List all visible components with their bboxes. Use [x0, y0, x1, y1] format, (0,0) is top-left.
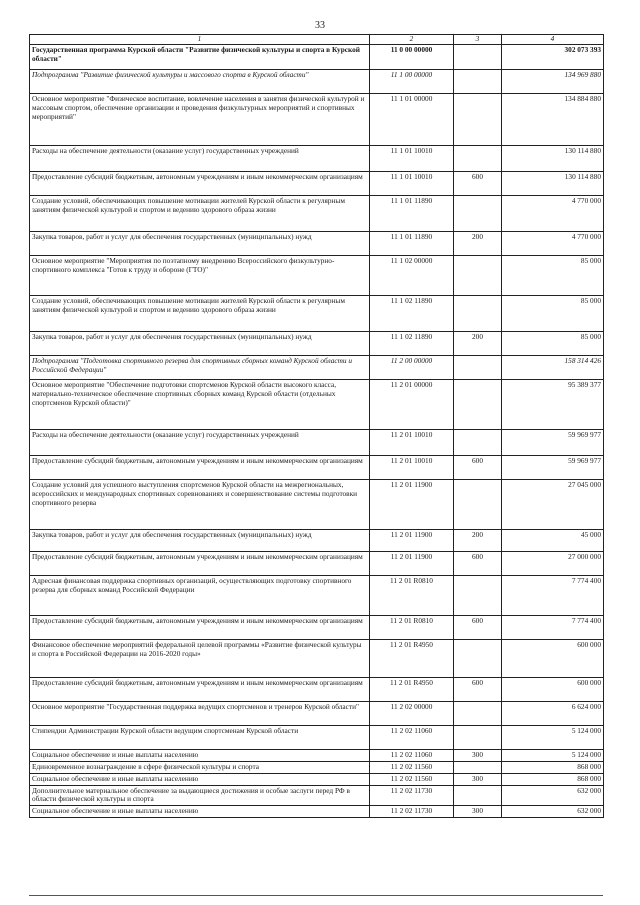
table-row	[30, 379, 604, 429]
cell-expense-type	[454, 701, 502, 725]
cell-expense-type	[454, 575, 502, 615]
table-row	[30, 749, 604, 761]
cell-name: Подпрограмма "Развитие физической культуры и массового спорта в Курской области"	[30, 69, 370, 93]
cell-amount: 59 969 977	[502, 429, 604, 455]
table-row	[30, 677, 604, 701]
cell-name: Государственная программа Курской области "Развитие физической культуры и спорта в Курской области"	[30, 44, 370, 69]
cell-amount: 59 969 977	[502, 455, 604, 479]
cell-name: Предоставление субсидий бюджетным, автономным учреждениям и иным некоммерческим организациям	[30, 551, 370, 575]
cell-name: Социальное обеспечение и иные выплаты населению	[30, 749, 370, 761]
table-row	[30, 231, 604, 255]
header-col-amount: 4	[502, 35, 604, 45]
cell-target-code: 11 2 01 R4950	[370, 677, 454, 701]
cell-expense-type	[454, 93, 502, 145]
cell-amount: 302 073 393	[502, 44, 604, 69]
cell-name: Основное мероприятие "Мероприятия по поэтапному внедрению Всероссийского физкультурно-спортивного комплекса "Готов к труду и обороне (ГТО)"	[30, 255, 370, 295]
table-body	[30, 44, 604, 817]
cell-target-code: 11 2 02 11730	[370, 785, 454, 806]
cell-target-code: 11 2 01 11900	[370, 479, 454, 529]
cell-name: Закупка товаров, работ и услуг для обеспечения государственных (муниципальных) нужд	[30, 331, 370, 355]
cell-amount: 600 000	[502, 677, 604, 701]
cell-target-code: 11 1 00 00000	[370, 69, 454, 93]
cell-target-code: 11 2 02 11730	[370, 806, 454, 818]
cell-target-code: 11 2 01 R0810	[370, 615, 454, 639]
cell-expense-type	[454, 195, 502, 231]
cell-target-code: 11 1 01 11890	[370, 195, 454, 231]
cell-amount: 868 000	[502, 761, 604, 773]
cell-expense-type	[454, 145, 502, 171]
cell-target-code: 11 1 02 11890	[370, 331, 454, 355]
cell-amount: 130 114 880	[502, 171, 604, 195]
table-row	[30, 145, 604, 171]
table-row	[30, 171, 604, 195]
cell-name: Расходы на обеспечение деятельности (оказание услуг) государственных учреждений	[30, 145, 370, 171]
cell-expense-type	[454, 379, 502, 429]
cell-name: Создание условий для успешного выступления спортсменов Курской области на межрегиональных, всероссийских и международных спортивных соревнованиях и совершенствование системы подготовки спортивного резерва	[30, 479, 370, 529]
table-row	[30, 529, 604, 551]
table-row	[30, 575, 604, 615]
table-row	[30, 69, 604, 93]
cell-name: Социальное обеспечение и иные выплаты населению	[30, 773, 370, 785]
cell-target-code: 11 2 01 00000	[370, 379, 454, 429]
table-row	[30, 615, 604, 639]
cell-amount: 85 000	[502, 331, 604, 355]
cell-target-code: 11 1 02 00000	[370, 255, 454, 295]
cell-expense-type: 200	[454, 529, 502, 551]
cell-expense-type	[454, 479, 502, 529]
cell-name: Единовременное вознаграждение в сфере физической культуры и спорта	[30, 761, 370, 773]
cell-amount: 632 000	[502, 785, 604, 806]
cell-name: Создание условий, обеспечивающих повышение мотивации жителей Курской области к регулярным занятиям физической культурой и спортом и ведению здорового образа жизни	[30, 295, 370, 331]
cell-amount: 7 774 400	[502, 615, 604, 639]
cell-expense-type	[454, 69, 502, 93]
cell-amount: 85 000	[502, 295, 604, 331]
cell-name: Предоставление субсидий бюджетным, автономным учреждениям и иным некоммерческим организациям	[30, 171, 370, 195]
cell-target-code: 11 2 01 10010	[370, 429, 454, 455]
cell-amount: 6 624 000	[502, 701, 604, 725]
cell-amount: 600 000	[502, 639, 604, 677]
cell-expense-type: 600	[454, 171, 502, 195]
table-row	[30, 93, 604, 145]
cell-name: Предоставление субсидий бюджетным, автономным учреждениям и иным некоммерческим организациям	[30, 615, 370, 639]
table-row	[30, 725, 604, 749]
cell-name: Дополнительное материальное обеспечение за выдающиеся достижения и особые заслуги перед РФ в области физической культуры и спорта	[30, 785, 370, 806]
cell-target-code: 11 2 02 00000	[370, 701, 454, 725]
cell-expense-type: 300	[454, 806, 502, 818]
cell-name: Основное мероприятие "Физическое воспитание, вовлечение населения в занятия физической культурой и массовым спортом, обеспечение организации и проведения физкультурных мероприятий и спортивных мероприятий"	[30, 93, 370, 145]
cell-expense-type	[454, 355, 502, 379]
cell-target-code: 11 1 01 10010	[370, 145, 454, 171]
cell-expense-type: 200	[454, 331, 502, 355]
table-row	[30, 479, 604, 529]
cell-amount: 5 124 000	[502, 725, 604, 749]
cell-name: Финансовое обеспечение мероприятий федеральной целевой программы «Развитие физической культуры и спорта в Российской Федерации на 2016-2020 годы»	[30, 639, 370, 677]
cell-name: Стипендии Администрации Курской области ведущим спортсменам Курской области	[30, 725, 370, 749]
cell-expense-type	[454, 761, 502, 773]
table-row	[30, 785, 604, 806]
cell-expense-type	[454, 295, 502, 331]
cell-name: Предоставление субсидий бюджетным, автономным учреждениям и иным некоммерческим организациям	[30, 455, 370, 479]
cell-expense-type: 600	[454, 551, 502, 575]
bottom-divider	[29, 895, 603, 896]
cell-target-code: 11 0 00 00000	[370, 44, 454, 69]
cell-amount: 632 000	[502, 806, 604, 818]
cell-target-code: 11 2 02 11560	[370, 761, 454, 773]
table-row	[30, 295, 604, 331]
table-row	[30, 455, 604, 479]
cell-expense-type: 300	[454, 749, 502, 761]
cell-amount: 5 124 000	[502, 749, 604, 761]
cell-target-code: 11 2 02 11060	[370, 725, 454, 749]
cell-target-code: 11 2 00 00000	[370, 355, 454, 379]
table-row	[30, 255, 604, 295]
page-number: 33	[315, 20, 325, 31]
table-header-row	[30, 35, 604, 45]
table-row	[30, 195, 604, 231]
cell-amount: 27 000 000	[502, 551, 604, 575]
cell-expense-type: 200	[454, 231, 502, 255]
cell-name: Предоставление субсидий бюджетным, автономным учреждениям и иным некоммерческим организациям	[30, 677, 370, 701]
cell-expense-type	[454, 725, 502, 749]
cell-name: Основное мероприятие "Государственная поддержка ведущих спортсменов и тренеров Курской области"	[30, 701, 370, 725]
cell-amount: 85 000	[502, 255, 604, 295]
cell-target-code: 11 2 01 10010	[370, 455, 454, 479]
table-row	[30, 806, 604, 818]
cell-amount: 7 774 400	[502, 575, 604, 615]
cell-amount: 4 770 000	[502, 231, 604, 255]
cell-name: Основное мероприятие "Обеспечение подготовки спортсменов Курской области высокого класса, материально-техническое обеспечение спортивных сборных команд Курской области (отдельных спортсменов Курской области)"	[30, 379, 370, 429]
cell-expense-type	[454, 44, 502, 69]
cell-expense-type: 600	[454, 455, 502, 479]
table-row	[30, 551, 604, 575]
cell-expense-type: 300	[454, 773, 502, 785]
cell-amount: 134 884 880	[502, 93, 604, 145]
cell-amount: 95 389 377	[502, 379, 604, 429]
cell-amount: 158 314 426	[502, 355, 604, 379]
cell-target-code: 11 2 02 11560	[370, 773, 454, 785]
cell-target-code: 11 2 01 R0810	[370, 575, 454, 615]
cell-name: Подпрограмма "Подготовка спортивного резерва для спортивных сборных команд Курской области и Российской Федерации"	[30, 355, 370, 379]
table-row	[30, 355, 604, 379]
cell-name: Расходы на обеспечение деятельности (оказание услуг) государственных учреждений	[30, 429, 370, 455]
cell-amount: 4 770 000	[502, 195, 604, 231]
budget-table	[29, 34, 604, 818]
cell-expense-type: 600	[454, 615, 502, 639]
cell-target-code: 11 2 02 11060	[370, 749, 454, 761]
cell-target-code: 11 1 01 11890	[370, 231, 454, 255]
cell-expense-type	[454, 255, 502, 295]
header-col-type: 3	[454, 35, 502, 45]
cell-name: Закупка товаров, работ и услуг для обеспечения государственных (муниципальных) нужд	[30, 231, 370, 255]
cell-expense-type	[454, 785, 502, 806]
table-row	[30, 701, 604, 725]
table-row	[30, 44, 604, 69]
cell-expense-type	[454, 429, 502, 455]
cell-amount: 45 000	[502, 529, 604, 551]
cell-target-code: 11 1 01 00000	[370, 93, 454, 145]
cell-name: Закупка товаров, работ и услуг для обеспечения государственных (муниципальных) нужд	[30, 529, 370, 551]
cell-target-code: 11 1 01 10010	[370, 171, 454, 195]
cell-amount: 134 969 880	[502, 69, 604, 93]
cell-target-code: 11 2 01 11900	[370, 551, 454, 575]
table-row	[30, 331, 604, 355]
header-col-name: 1	[30, 35, 370, 45]
cell-amount: 130 114 880	[502, 145, 604, 171]
cell-target-code: 11 2 01 11900	[370, 529, 454, 551]
table-row	[30, 429, 604, 455]
header-col-code: 2	[370, 35, 454, 45]
cell-target-code: 11 2 01 R4950	[370, 639, 454, 677]
cell-amount: 868 000	[502, 773, 604, 785]
table-row	[30, 639, 604, 677]
cell-name: Создание условий, обеспечивающих повышение мотивации жителей Курской области к регулярным занятиям физической культурой и спортом и ведению здорового образа жизни	[30, 195, 370, 231]
cell-expense-type: 600	[454, 677, 502, 701]
cell-expense-type	[454, 639, 502, 677]
cell-target-code: 11 1 02 11890	[370, 295, 454, 331]
cell-name: Социальное обеспечение и иные выплаты населению	[30, 806, 370, 818]
cell-amount: 27 045 000	[502, 479, 604, 529]
table-row	[30, 773, 604, 785]
cell-name: Адресная финансовая поддержка спортивных организаций, осуществляющих подготовку спортивного резерва для сборных команд Российской Федерации	[30, 575, 370, 615]
table-row	[30, 761, 604, 773]
